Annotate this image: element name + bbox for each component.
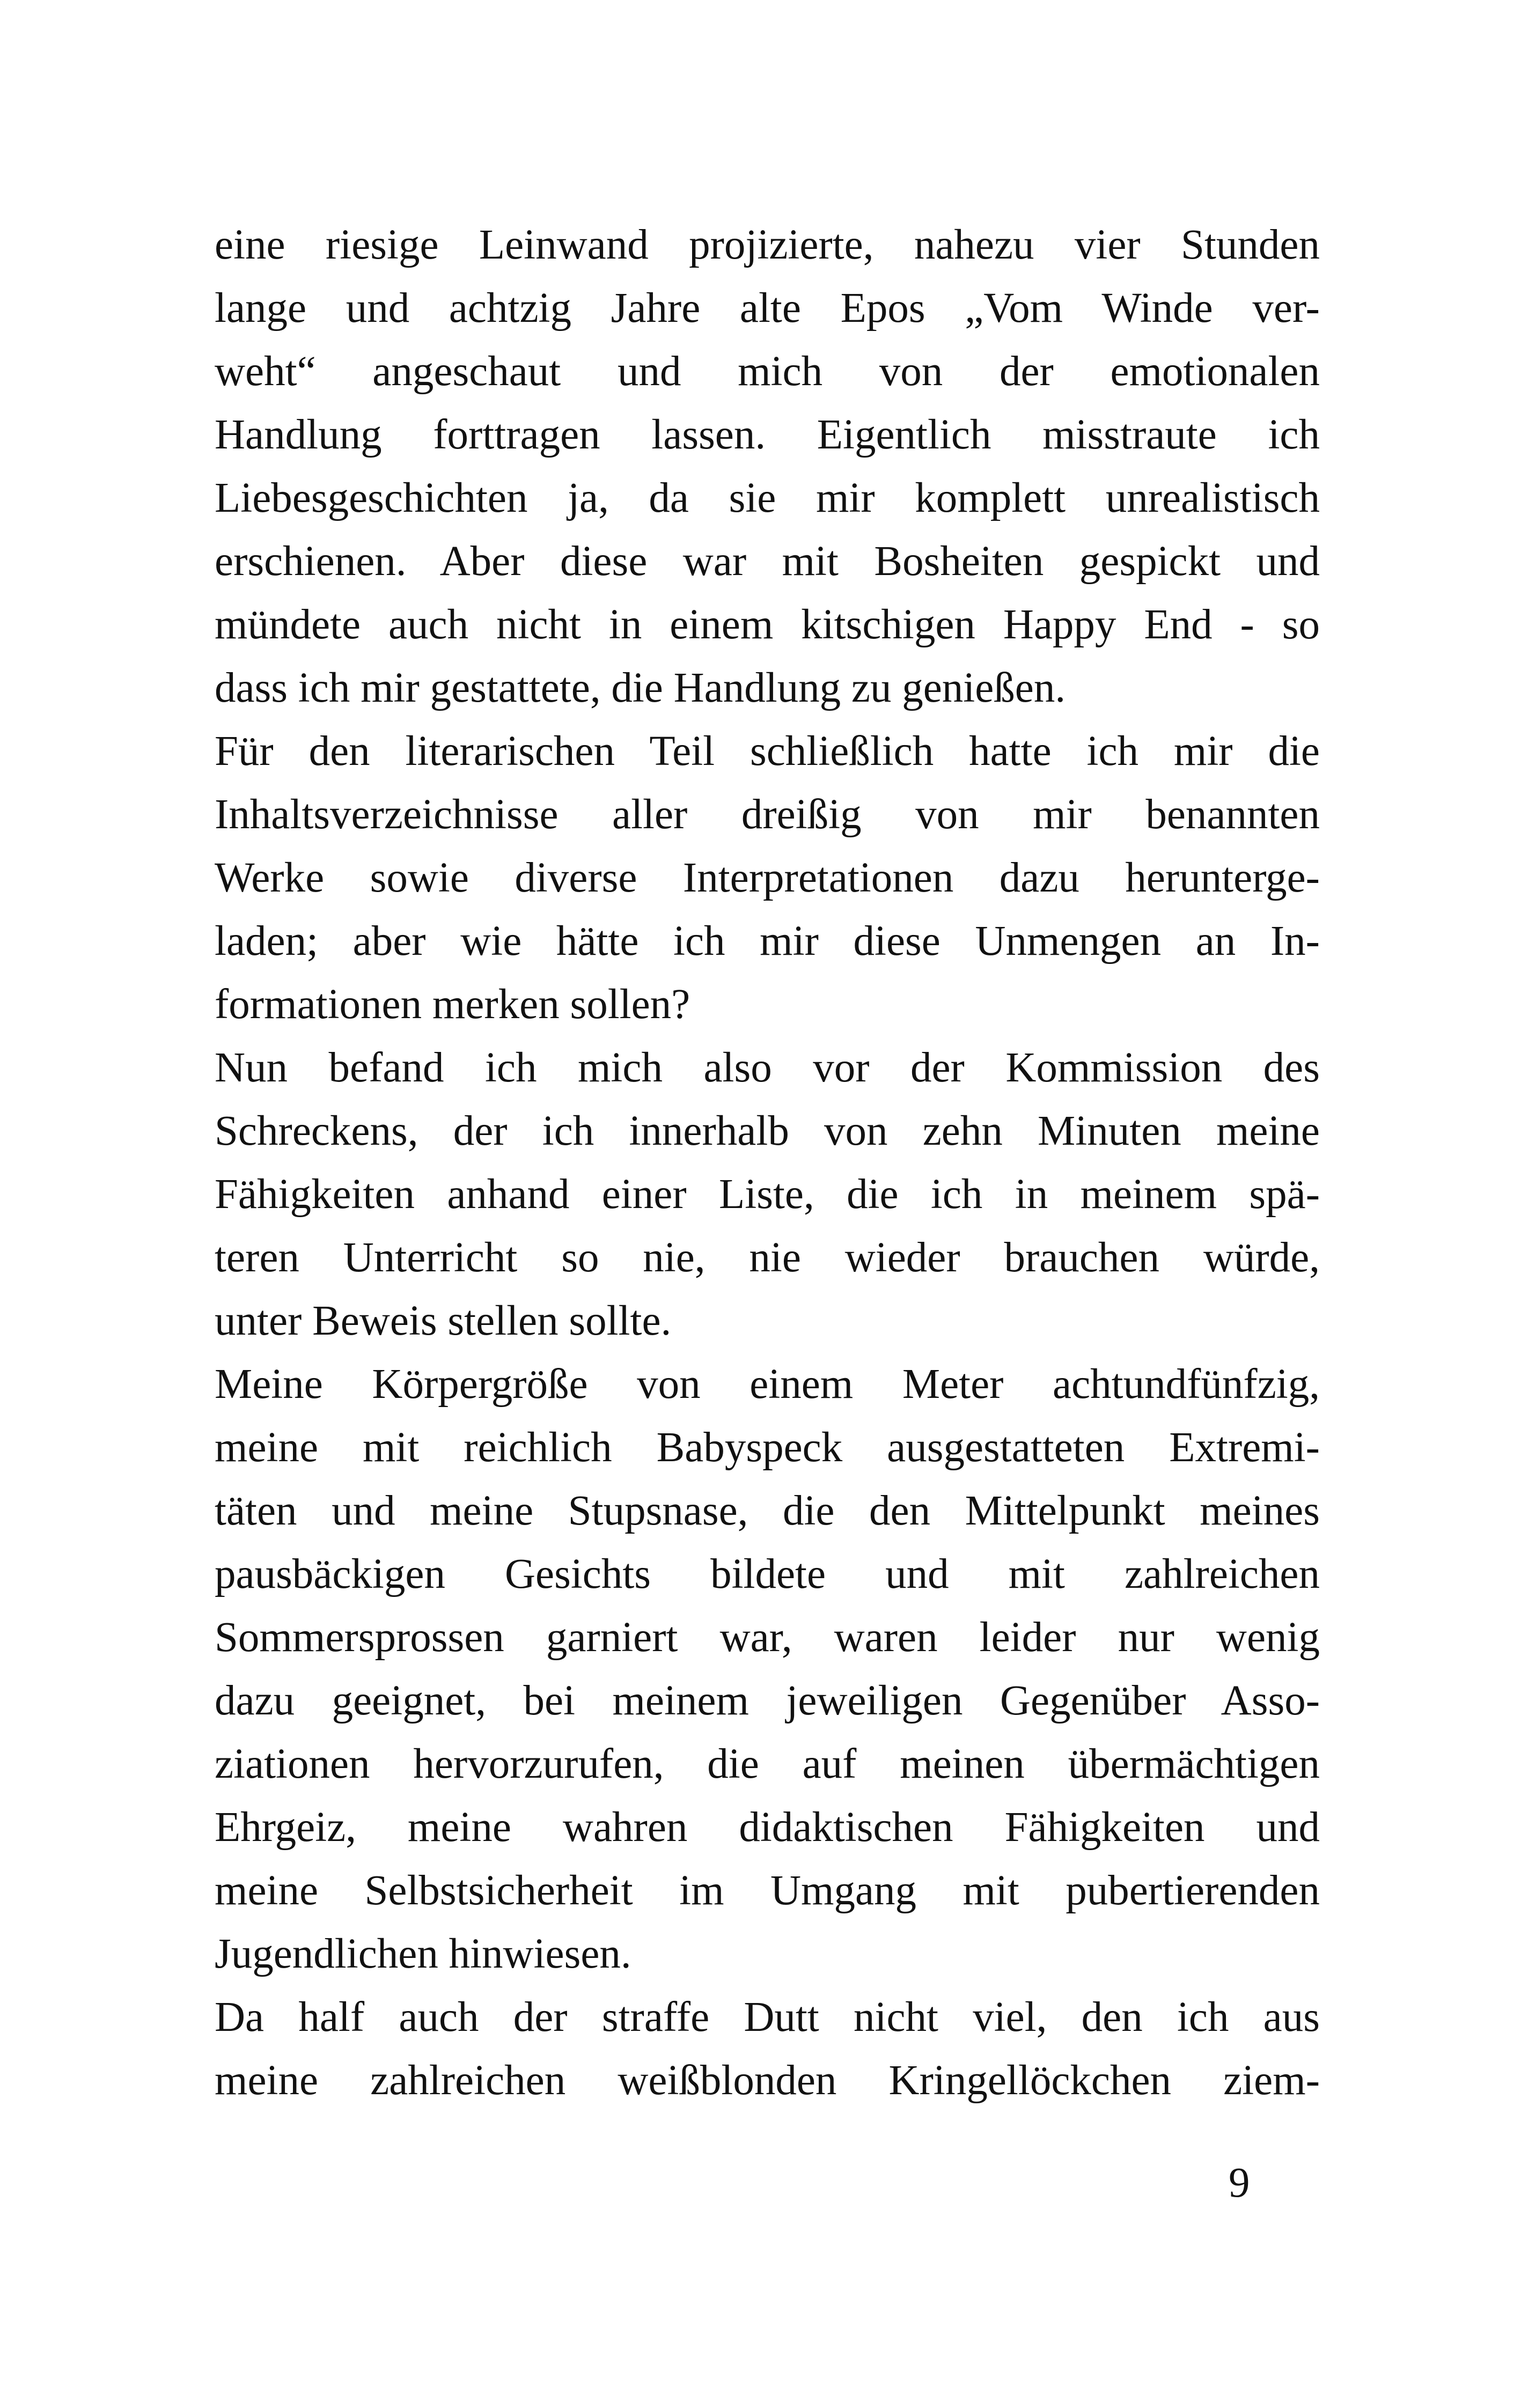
text-line: lange und achtzig Jahre alte Epos „Vom Winde ver- bbox=[215, 285, 1320, 332]
text-line: dass ich mir gestattete, die Handlung zu genießen. bbox=[215, 665, 1066, 711]
text-line: eine riesige Leinwand projizierte, nahezu vier Stunden bbox=[215, 222, 1320, 268]
text-line: Nun befand ich mich also vor der Kommission des bbox=[215, 1044, 1320, 1091]
text-line: weht“ angeschaut und mich von der emotionalen bbox=[215, 348, 1320, 395]
text-line: pausbäckigen Gesichts bildete und mit zahlreichen bbox=[215, 1551, 1320, 1597]
text-line: Inhaltsverzeichnisse aller dreißig von mir benannten bbox=[215, 791, 1320, 838]
text-line: meine mit reichlich Babyspeck ausgestatteten Extremi- bbox=[215, 1424, 1320, 1471]
text-line: Handlung forttragen lassen. Eigentlich misstraute ich bbox=[215, 411, 1320, 458]
text-line: erschienen. Aber diese war mit Bosheiten gespickt und bbox=[215, 538, 1320, 585]
text-line: Ehrgeiz, meine wahren didaktischen Fähigkeiten und bbox=[215, 1804, 1320, 1851]
text-line: laden; aber wie hätte ich mir diese Unmengen an In- bbox=[215, 918, 1320, 964]
text-line: meine zahlreichen weißblonden Kringellöckchen ziem- bbox=[215, 2057, 1320, 2104]
body-text bbox=[215, 213, 1320, 2112]
text-line: teren Unterricht so nie, nie wieder brauchen würde, bbox=[215, 1234, 1320, 1281]
text-line: Meine Körpergröße von einem Meter achtundfünfzig, bbox=[215, 1361, 1320, 1408]
text-line: dazu geeignet, bei meinem jeweiligen Gegenüber Asso- bbox=[215, 1677, 1320, 1724]
text-line: mündete auch nicht in einem kitschigen Happy End - so bbox=[215, 601, 1320, 648]
text-line: Fähigkeiten anhand einer Liste, die ich in meinem spä- bbox=[215, 1171, 1320, 1218]
text-line: Für den literarischen Teil schließlich hatte ich mir die bbox=[215, 728, 1320, 775]
text-line: Schreckens, der ich innerhalb von zehn Minuten meine bbox=[215, 1108, 1320, 1154]
text-line: Jugendlichen hinwiesen. bbox=[215, 1931, 631, 1977]
text-line: meine Selbstsicherheit im Umgang mit pubertierenden bbox=[215, 1867, 1320, 1914]
text-line: Werke sowie diverse Interpretationen dazu herunterge- bbox=[215, 855, 1320, 901]
text-line: Da half auch der straffe Dutt nicht viel, den ich aus bbox=[215, 1994, 1320, 2041]
text-line: formationen merken sollen? bbox=[215, 981, 690, 1028]
text-line: Sommersprossen garniert war, waren leider nur wenig bbox=[215, 1614, 1320, 1661]
text-line: unter Beweis stellen sollte. bbox=[215, 1298, 672, 1344]
page-number: 9 bbox=[1229, 2160, 1250, 2206]
text-line: täten und meine Stupsnase, die den Mittelpunkt meines bbox=[215, 1487, 1320, 1534]
text-line: ziationen hervorzurufen, die auf meinen übermächtigen bbox=[215, 1741, 1320, 1787]
text-line: Liebesgeschichten ja, da sie mir komplett unrealistisch bbox=[215, 475, 1320, 521]
